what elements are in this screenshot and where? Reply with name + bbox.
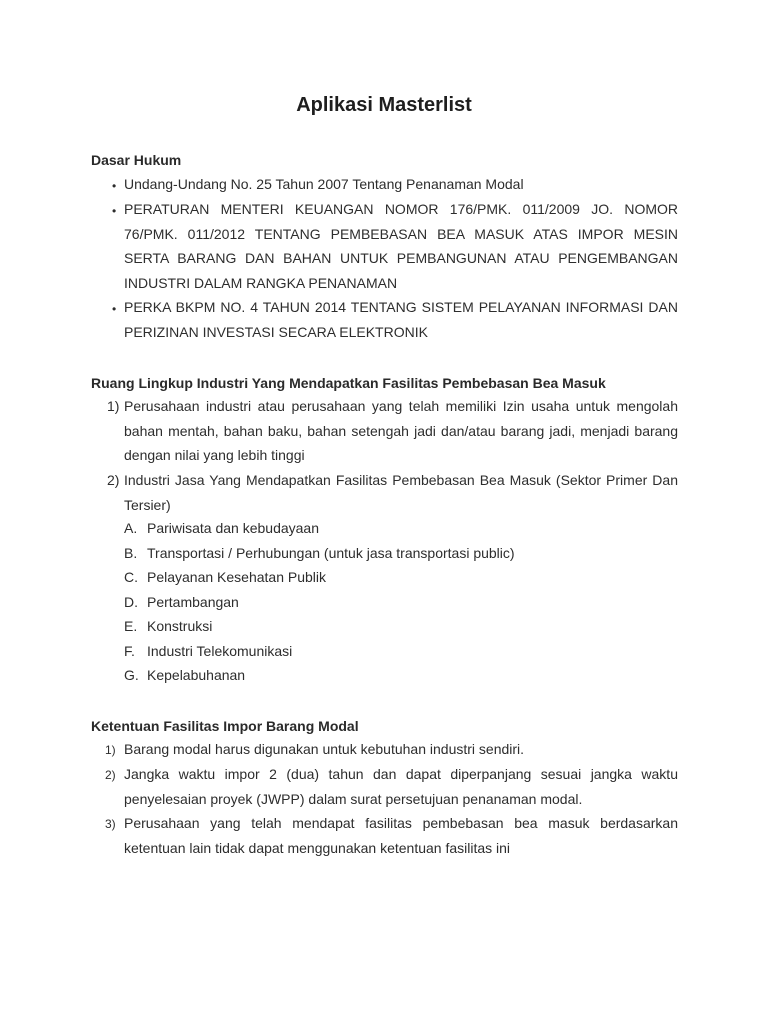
list-item-ketentuan-3: Perusahaan yang telah mendapat fasilitas pembebasan bea masuk berdasarkan ketentuan lain tidak dapat menggunakan ketentuan fasilitas ini	[124, 815, 678, 856]
sub-list-item: Pertambangan	[147, 594, 239, 610]
sub-list-item: Konstruksi	[147, 618, 213, 634]
sub-list-letter: F.	[124, 643, 135, 659]
section-heading-dasar-hukum: Dasar Hukum	[91, 152, 182, 168]
list-number: 1)	[107, 398, 120, 414]
bullet-marker: •	[112, 179, 117, 193]
list-item-ruang-lingkup-1: Perusahaan industri atau perusahaan yang telah memiliki Izin usaha untuk mengolah bahan mentah, bahan baku, bahan setengah jadi dan/atau barang jadi, menjadi barang dengan nilai yang lebih tinggi	[124, 398, 678, 463]
list-item-dasar-hukum-3: PERKA BKPM NO. 4 TAHUN 2014 TENTANG SISTEM PELAYANAN INFORMASI DAN PERIZINAN INVESTASI SECARA ELEKTRONIK	[124, 299, 678, 340]
sub-list-item: Kepelabuhanan	[147, 667, 246, 683]
sub-list-item: Pelayanan Kesehatan Publik	[147, 569, 327, 585]
sub-list-letter: E.	[124, 618, 138, 634]
section-heading-ketentuan: Ketentuan Fasilitas Impor Barang Modal	[91, 718, 359, 734]
sub-list-letter: B.	[124, 545, 138, 561]
sub-list-letter: C.	[124, 569, 138, 585]
list-item-dasar-hukum-1: Undang-Undang No. 25 Tahun 2007 Tentang Penanaman Modal	[124, 176, 524, 192]
sub-list-letter: A.	[124, 520, 138, 536]
page-title: Aplikasi Masterlist	[296, 94, 472, 116]
bullet-marker: •	[112, 302, 117, 316]
sub-list-item: Transportasi / Perhubungan (untuk jasa transportasi public)	[147, 545, 515, 561]
sub-list-item: Industri Telekomunikasi	[147, 643, 293, 659]
list-item-ketentuan-1: Barang modal harus digunakan untuk kebutuhan industri sendiri.	[124, 741, 525, 757]
list-item-ruang-lingkup-2: Industri Jasa Yang Mendapatkan Fasilitas Pembebasan Bea Masuk (Sektor Primer Dan Tersier)	[124, 472, 678, 513]
bullet-marker: •	[112, 204, 117, 218]
list-item-dasar-hukum-2: PERATURAN MENTERI KEUANGAN NOMOR 176/PMK. 011/2009 JO. NOMOR 76/PMK. 011/2012 TENTANG PEMBEBASAN BEA MASUK ATAS IMPOR MESIN SERTA BARANG DAN BAHAN UNTUK PEMBANGUNAN ATAU PENGEMBANGAN INDUSTRI DALAM RANGKA PENANAMAN	[124, 201, 678, 291]
list-number: 1)	[105, 743, 116, 757]
list-number: 2)	[107, 472, 120, 488]
list-number: 3)	[105, 817, 116, 831]
section-heading-ruang-lingkup: Ruang Lingkup Industri Yang Mendapatkan Fasilitas Pembebasan Bea Masuk	[91, 375, 606, 391]
sub-list-letter: G.	[124, 667, 139, 683]
sub-list-item: Pariwisata dan kebudayaan	[147, 520, 320, 536]
list-number: 2)	[105, 768, 116, 782]
sub-list-letter: D.	[124, 594, 138, 610]
list-item-ketentuan-2: Jangka waktu impor 2 (dua) tahun dan dapat diperpanjang sesuai jangka waktu penyelesaian proyek (JWPP) dalam surat persetujuan penanaman modal.	[124, 766, 678, 807]
